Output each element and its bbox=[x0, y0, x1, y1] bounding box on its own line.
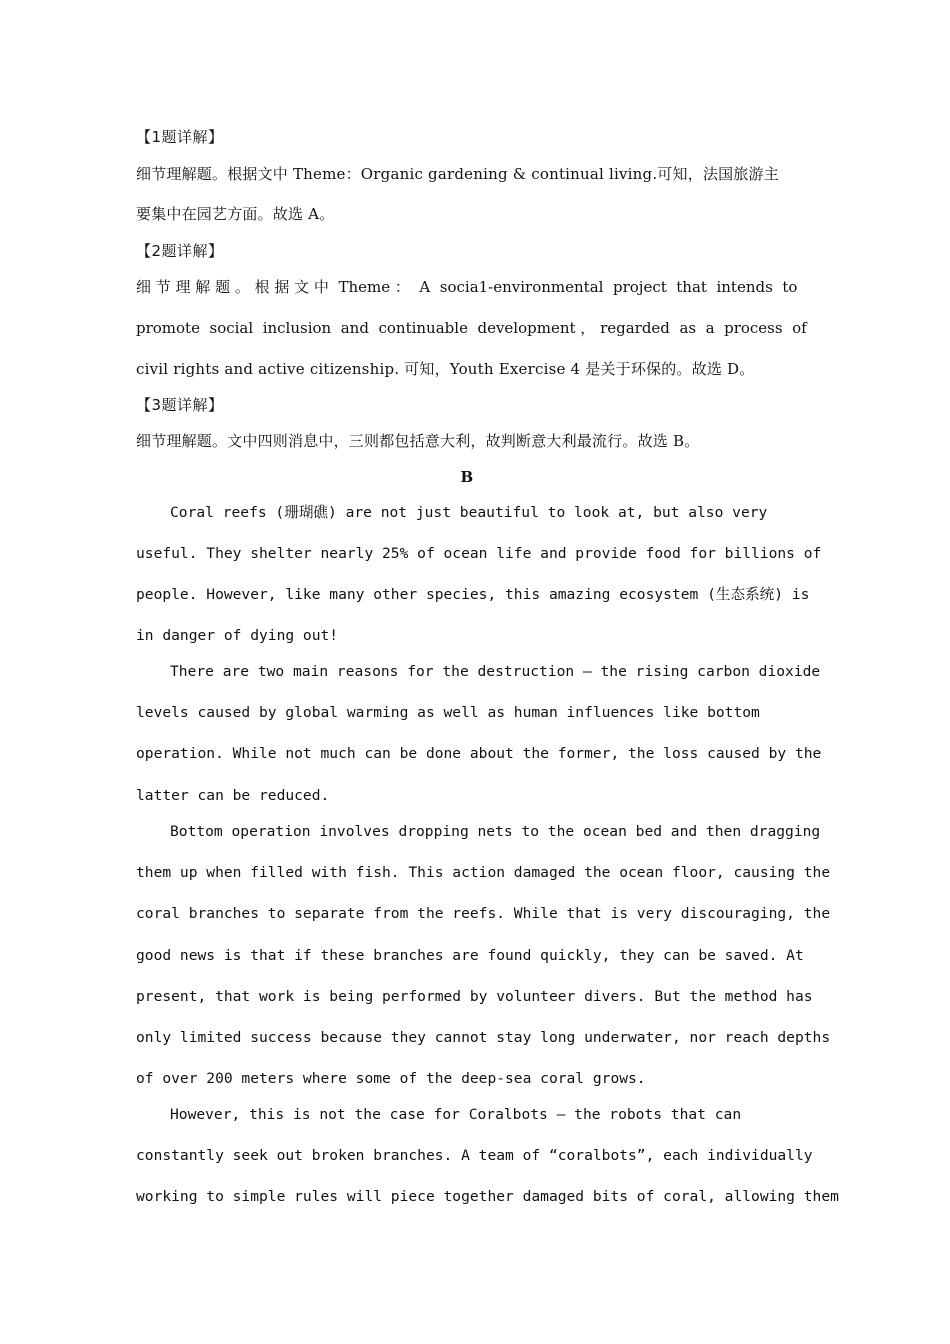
answer-3-heading: 【3题详解】 bbox=[136, 396, 224, 414]
passage-line: people. However, like many other species, this amazing ecosystem (生态系统) is bbox=[136, 586, 810, 603]
passage-line: useful. They shelter nearly 25% of ocean life and provide food for billions of bbox=[136, 545, 822, 562]
passage-line: present, that work is being performed by volunteer divers. But the method has bbox=[136, 988, 813, 1005]
passage-line: coral branches to separate from the reefs. While that is very discouraging, the bbox=[136, 905, 831, 922]
answer-3-line-1: 细节理解题。文中四则消息中，三则都包括意大利，故判断意大利最流行。故选 B。 bbox=[136, 432, 700, 450]
passage-line: of over 200 meters where some of the deep-sea coral grows. bbox=[136, 1070, 646, 1087]
answer-2-line-2: promote social inclusion and continuable development ， regarded as a process of bbox=[136, 319, 807, 337]
passage-line: However, this is not the case for Coralbots — the robots that can bbox=[170, 1106, 742, 1123]
passage-line: working to simple rules will piece together damaged bits of coral, allowing them bbox=[136, 1188, 839, 1205]
answer-2-line-3: civil rights and active citizenship. 可知，Youth Exercise 4 是关于环保的。故选 D。 bbox=[136, 360, 755, 378]
passage-line: operation. While not much can be done about the former, the loss caused by the bbox=[136, 745, 822, 762]
passage-line: good news is that if these branches are found quickly, they can be saved. At bbox=[136, 947, 804, 964]
passage-line: Bottom operation involves dropping nets to the ocean bed and then dragging bbox=[170, 823, 821, 840]
passage-line: latter can be reduced. bbox=[136, 787, 330, 804]
passage-line: constantly seek out broken branches. A team of “coralbots”, each individually bbox=[136, 1147, 813, 1164]
answer-1-heading: 【1题详解】 bbox=[136, 128, 224, 146]
passage-line: in danger of dying out! bbox=[136, 627, 339, 644]
passage-line: There are two main reasons for the destruction — the rising carbon dioxide bbox=[170, 663, 821, 680]
section-b-title: B bbox=[460, 468, 474, 486]
answer-1-line-1: 细节理解题。根据文中 Theme：Organic gardening & continual living.可知，法国旅游主 bbox=[136, 165, 779, 183]
passage-line: levels caused by global warming as well as human influences like bottom bbox=[136, 704, 760, 721]
passage-line: them up when filled with fish. This action damaged the ocean floor, causing the bbox=[136, 864, 831, 881]
answer-1-line-2: 要集中在园艺方面。故选 A。 bbox=[136, 205, 335, 223]
answer-2-heading: 【2题详解】 bbox=[136, 242, 224, 260]
passage-line: Coral reefs (珊瑚礁) are not just beautiful to look at, but also very bbox=[170, 504, 768, 521]
passage-line: only limited success because they cannot stay long underwater, nor reach depths bbox=[136, 1029, 831, 1046]
answer-2-line-1: 细 节 理 解 题 。 根 据 文 中 Theme ： A socia1-environmental project that intends to bbox=[136, 278, 798, 296]
